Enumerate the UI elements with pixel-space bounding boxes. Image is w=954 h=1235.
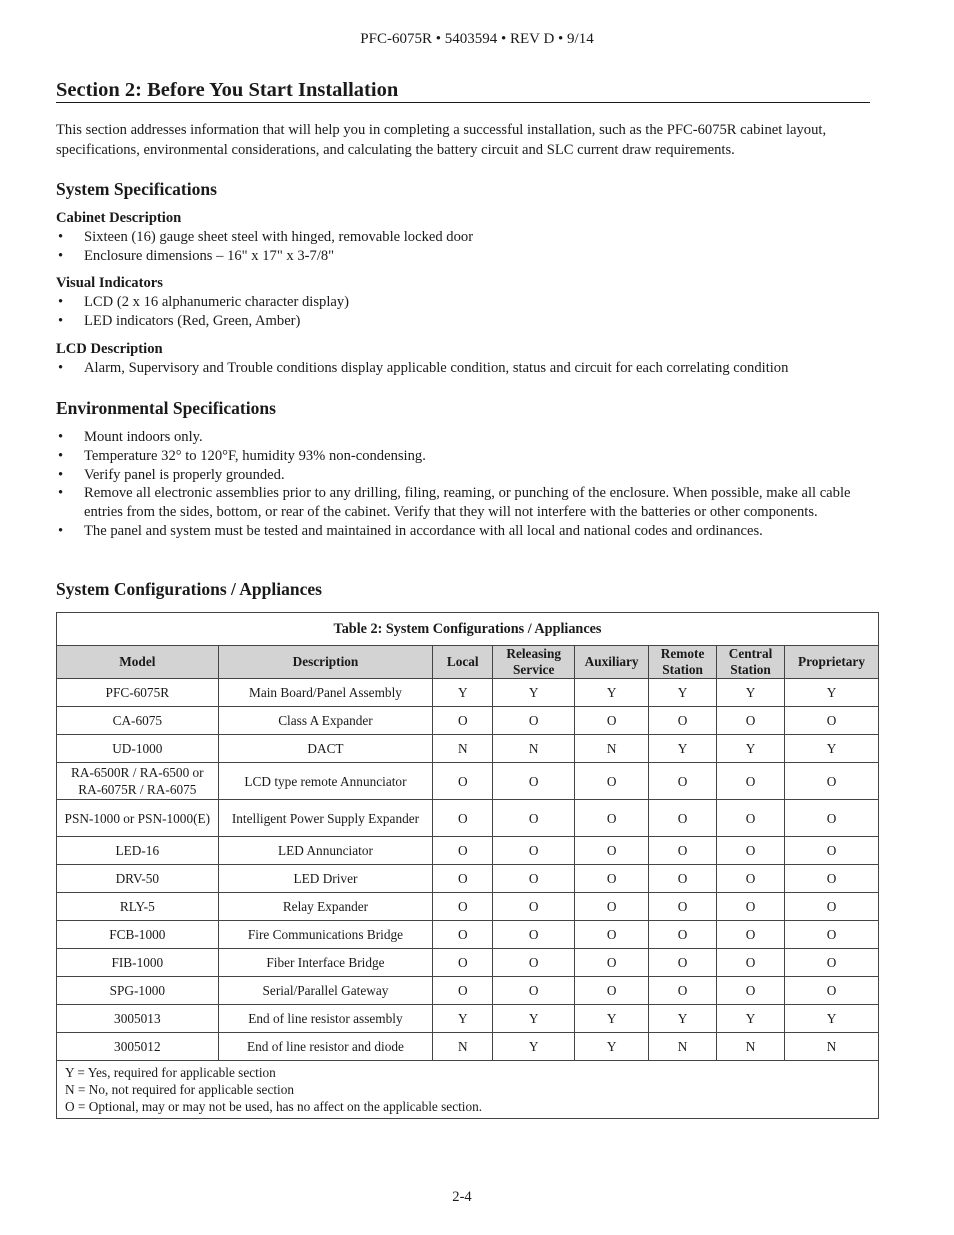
legend-optional: O = Optional, may or may not be used, has no affect on the applicable section. xyxy=(65,1099,483,1114)
cell-model: DRV-50 xyxy=(57,865,219,893)
column-header-model: Model xyxy=(57,646,219,679)
cell-proprietary: O xyxy=(784,763,878,800)
table-row xyxy=(57,763,879,800)
cell-local: O xyxy=(433,865,493,893)
cell-local: N xyxy=(433,1033,493,1061)
cell-releasing-service: Y xyxy=(493,1033,575,1061)
cell-auxiliary: O xyxy=(575,763,649,800)
column-header-description: Description xyxy=(218,646,433,679)
intro-paragraph: This section addresses information that will help you in completing a successful installation, such as the PFC-6075R cabinet layout, specifications, environmental considerations, and calculating the battery circuit and SLC current draw requirements. xyxy=(56,122,827,158)
cell-description: Fire Communications Bridge xyxy=(218,921,433,949)
cell-model: PFC-6075R xyxy=(57,679,219,707)
table-row xyxy=(57,921,879,949)
cell-model: SPG-1000 xyxy=(57,977,219,1005)
cell-auxiliary: O xyxy=(575,921,649,949)
cell-proprietary: O xyxy=(784,921,878,949)
cell-description: Class A Expander xyxy=(218,707,433,735)
table-header-row xyxy=(57,646,879,679)
cell-releasing-service: N xyxy=(493,735,575,763)
cell-description: Main Board/Panel Assembly xyxy=(218,679,433,707)
cell-proprietary: O xyxy=(784,800,878,837)
table-row xyxy=(57,800,879,837)
table-row xyxy=(57,735,879,763)
legend-no: N = No, not required for applicable section xyxy=(65,1082,295,1097)
environmental-specs-heading: Environmental Specifications xyxy=(56,398,276,418)
cell-description: LED Driver xyxy=(218,865,433,893)
cell-proprietary: O xyxy=(784,837,878,865)
cell-description: LCD type remote Annunciator xyxy=(218,763,433,800)
column-header-remote-station: Remote Station xyxy=(649,646,717,679)
cell-proprietary: O xyxy=(784,707,878,735)
list-item: • Mount indoors only. xyxy=(58,429,203,445)
column-header-auxiliary: Auxiliary xyxy=(575,646,649,679)
list-item: • Sixteen (16) gauge sheet steel with hinged, removable locked door xyxy=(58,229,474,245)
environmental-specs-list xyxy=(56,428,852,541)
column-header-central-station: Central Station xyxy=(717,646,785,679)
table-row xyxy=(57,679,879,707)
table-row xyxy=(57,893,879,921)
cell-remote-station: Y xyxy=(649,1005,717,1033)
cell-auxiliary: O xyxy=(575,865,649,893)
legend-yes: Y = Yes, required for applicable section xyxy=(65,1065,276,1080)
cabinet-description-list xyxy=(56,228,856,266)
cell-description: LED Annunciator xyxy=(218,837,433,865)
cell-local: N xyxy=(433,735,493,763)
cell-auxiliary: O xyxy=(575,800,649,837)
table-row xyxy=(57,977,879,1005)
cell-central-station: Y xyxy=(717,679,785,707)
cell-local: O xyxy=(433,949,493,977)
table-row xyxy=(57,707,879,735)
cell-releasing-service: O xyxy=(493,763,575,800)
table-row xyxy=(57,1005,879,1033)
cell-releasing-service: Y xyxy=(493,1005,575,1033)
cell-local: O xyxy=(433,800,493,837)
cell-proprietary: O xyxy=(784,949,878,977)
list-item: • The panel and system must be tested and maintained in accordance with all local and national codes and ordinances. xyxy=(58,522,763,539)
cell-releasing-service: O xyxy=(493,707,575,735)
cell-central-station: Y xyxy=(717,735,785,763)
cell-remote-station: O xyxy=(649,977,717,1005)
cell-central-station: O xyxy=(717,763,785,800)
table-row xyxy=(57,949,879,977)
cell-remote-station: O xyxy=(649,837,717,865)
table-row xyxy=(57,865,879,893)
cell-remote-station: N xyxy=(649,1033,717,1061)
table-title: Table 2: System Configurations / Appliances xyxy=(57,613,879,646)
cell-local: O xyxy=(433,707,493,735)
cell-model: RA-6500R / RA-6500 or RA-6075R / RA-6075 xyxy=(57,763,219,800)
cell-auxiliary: O xyxy=(575,977,649,1005)
cell-central-station: Y xyxy=(717,1005,785,1033)
cell-auxiliary: Y xyxy=(575,1005,649,1033)
cell-model: CA-6075 xyxy=(57,707,219,735)
lcd-description-list xyxy=(56,359,856,378)
cell-central-station: O xyxy=(717,977,785,1005)
column-header-local: Local xyxy=(433,646,493,679)
cell-central-station: O xyxy=(717,893,785,921)
cell-description: End of line resistor and diode xyxy=(218,1033,433,1061)
table-row xyxy=(57,837,879,865)
cell-auxiliary: O xyxy=(575,837,649,865)
cell-proprietary: N xyxy=(784,1033,878,1061)
configurations-table xyxy=(56,612,879,1119)
cell-remote-station: O xyxy=(649,865,717,893)
cell-remote-station: O xyxy=(649,707,717,735)
cell-proprietary: Y xyxy=(784,679,878,707)
list-item: • Verify panel is properly grounded. xyxy=(58,466,285,483)
cell-description: Intelligent Power Supply Expander xyxy=(218,800,433,837)
list-item: • LED indicators (Red, Green, Amber) xyxy=(58,312,301,329)
page-header: PFC-6075R • 5403594 • REV D • 9/14 xyxy=(360,31,594,47)
list-item: • Alarm, Supervisory and Trouble conditions display applicable condition, status and circuit for each correlating condition xyxy=(58,360,789,376)
cell-central-station: O xyxy=(717,949,785,977)
cell-remote-station: O xyxy=(649,800,717,837)
cell-proprietary: O xyxy=(784,977,878,1005)
cell-local: O xyxy=(433,893,493,921)
cell-local: O xyxy=(433,763,493,800)
cell-model: UD-1000 xyxy=(57,735,219,763)
list-item: • LCD (2 x 16 alphanumeric character display) xyxy=(58,294,350,310)
system-specs-heading: System Specifications xyxy=(56,179,217,199)
cell-central-station: O xyxy=(717,837,785,865)
table-legend xyxy=(57,1061,879,1119)
cell-remote-station: O xyxy=(649,893,717,921)
cell-releasing-service: O xyxy=(493,949,575,977)
cell-auxiliary: O xyxy=(575,949,649,977)
cell-central-station: O xyxy=(717,800,785,837)
cell-releasing-service: O xyxy=(493,921,575,949)
cell-proprietary: O xyxy=(784,865,878,893)
cell-proprietary: Y xyxy=(784,1005,878,1033)
cell-description: End of line resistor assembly xyxy=(218,1005,433,1033)
cell-remote-station: O xyxy=(649,949,717,977)
cell-description: DACT xyxy=(218,735,433,763)
cell-releasing-service: O xyxy=(493,837,575,865)
cell-auxiliary: Y xyxy=(575,679,649,707)
cell-local: Y xyxy=(433,679,493,707)
cell-central-station: O xyxy=(717,921,785,949)
cell-central-station: O xyxy=(717,707,785,735)
cell-local: O xyxy=(433,921,493,949)
cell-proprietary: Y xyxy=(784,735,878,763)
visual-indicators-title: Visual Indicators xyxy=(56,275,163,291)
page-number: 2-4 xyxy=(452,1189,472,1205)
cell-releasing-service: Y xyxy=(493,679,575,707)
list-item: • Remove all electronic assemblies prior to any drilling, filing, reaming, or punching of the enclosure. When possible, make all cable entries from the sides, bottom, or rear of the cabinet. Verify that they will not interfere with the batteries or other components. xyxy=(58,485,851,521)
cell-model: 3005013 xyxy=(57,1005,219,1033)
cell-description: Relay Expander xyxy=(218,893,433,921)
cell-model: FIB-1000 xyxy=(57,949,219,977)
cell-local: Y xyxy=(433,1005,493,1033)
cell-description: Fiber Interface Bridge xyxy=(218,949,433,977)
cell-auxiliary: O xyxy=(575,893,649,921)
column-header-releasing-service: Releasing Service xyxy=(493,646,575,679)
cell-releasing-service: O xyxy=(493,977,575,1005)
cell-local: O xyxy=(433,977,493,1005)
list-item: • Enclosure dimensions – 16" x 17" x 3-7/8" xyxy=(58,247,335,264)
cell-remote-station: O xyxy=(649,921,717,949)
cell-remote-station: O xyxy=(649,763,717,800)
column-header-proprietary: Proprietary xyxy=(784,646,878,679)
cell-remote-station: Y xyxy=(649,735,717,763)
lcd-description-title: LCD Description xyxy=(56,341,163,357)
cell-model: RLY-5 xyxy=(57,893,219,921)
cell-model: FCB-1000 xyxy=(57,921,219,949)
cell-model: LED-16 xyxy=(57,837,219,865)
cell-remote-station: Y xyxy=(649,679,717,707)
cell-auxiliary: O xyxy=(575,707,649,735)
cell-releasing-service: O xyxy=(493,800,575,837)
cell-releasing-service: O xyxy=(493,865,575,893)
cell-model: 3005012 xyxy=(57,1033,219,1061)
cell-central-station: O xyxy=(717,865,785,893)
visual-indicators-list xyxy=(56,293,856,331)
cell-description: Serial/Parallel Gateway xyxy=(218,977,433,1005)
cell-auxiliary: Y xyxy=(575,1033,649,1061)
cell-releasing-service: O xyxy=(493,893,575,921)
system-configurations-heading: System Configurations / Appliances xyxy=(56,579,322,599)
cell-local: O xyxy=(433,837,493,865)
table-row xyxy=(57,1033,879,1061)
section-title: Section 2: Before You Start Installation xyxy=(56,78,870,103)
cell-central-station: N xyxy=(717,1033,785,1061)
cabinet-description-title: Cabinet Description xyxy=(56,210,182,226)
cell-auxiliary: N xyxy=(575,735,649,763)
cell-proprietary: O xyxy=(784,893,878,921)
cell-model: PSN-1000 or PSN-1000(E) xyxy=(57,800,219,837)
list-item: • Temperature 32° to 120°F, humidity 93% non-condensing. xyxy=(58,447,426,464)
